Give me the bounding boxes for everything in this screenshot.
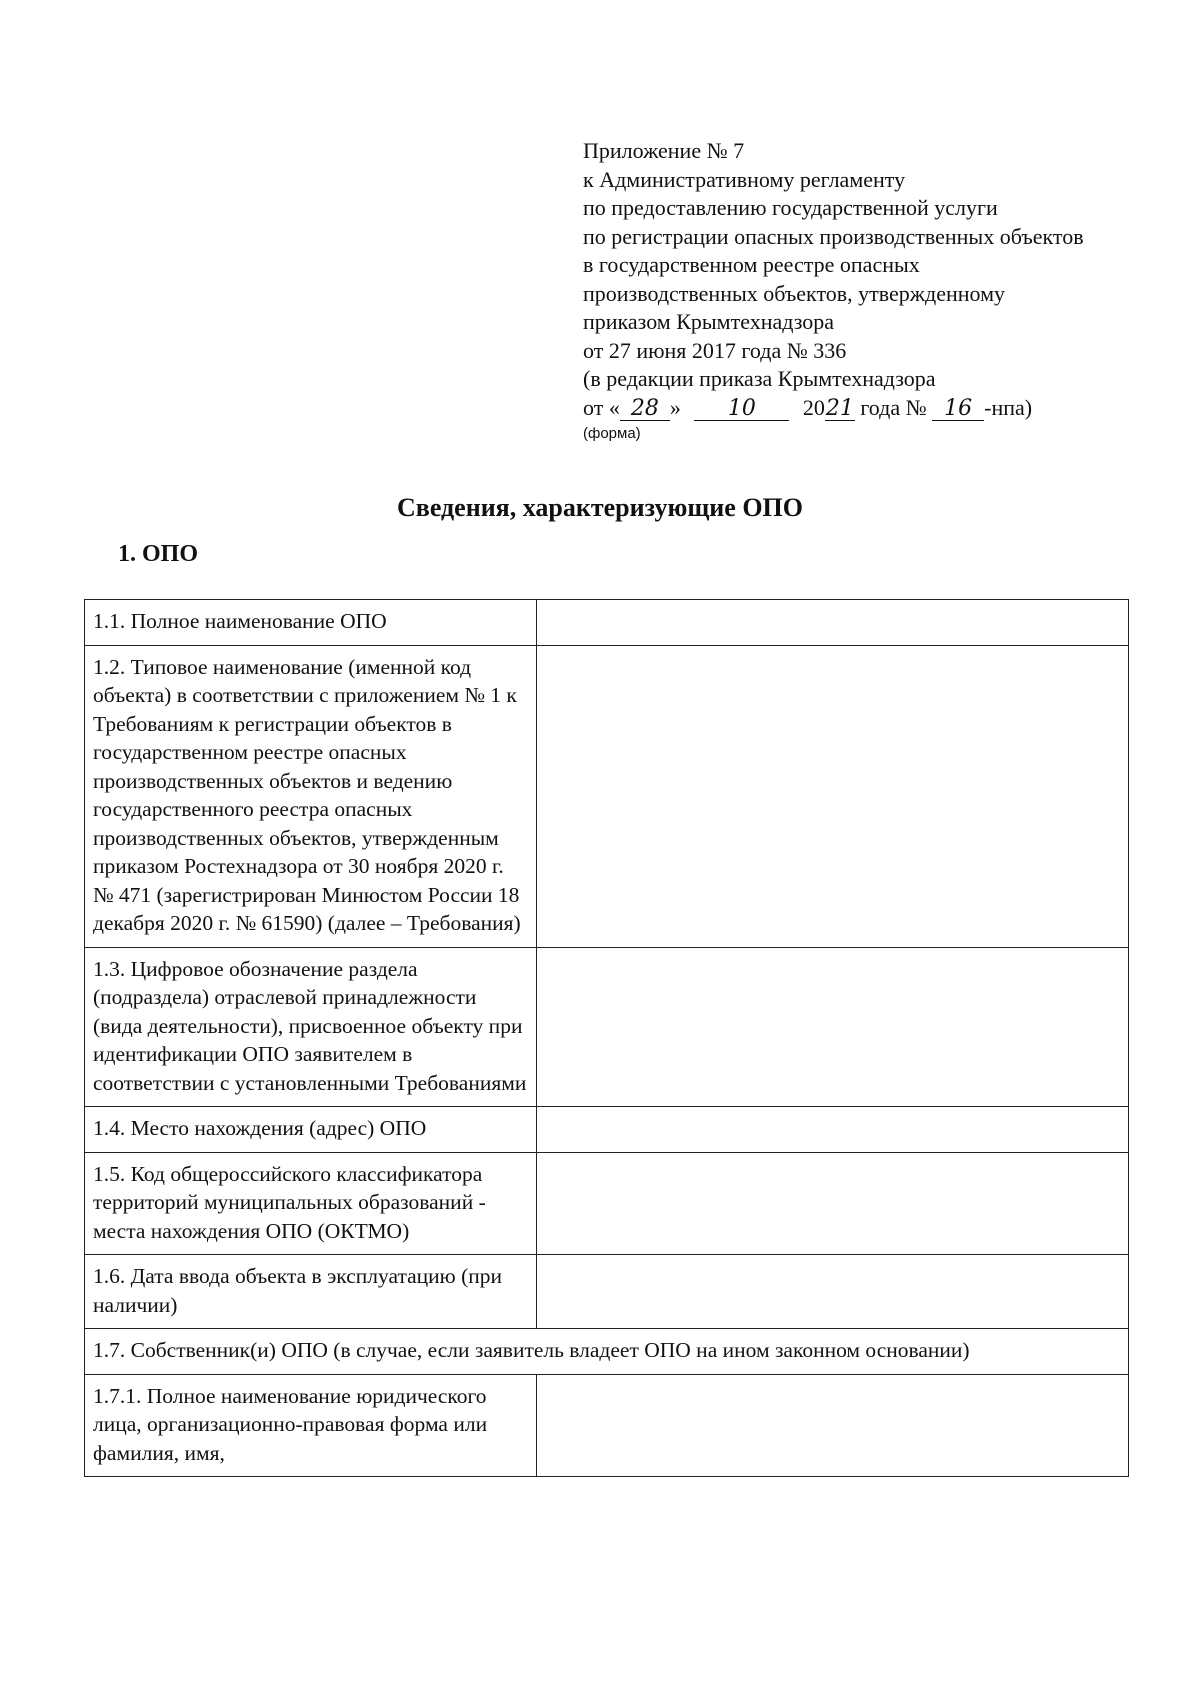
appendix-line: приказом Крымтехнадзора [583, 309, 835, 334]
appendix-line: от 27 июня 2017 года № 336 [583, 337, 847, 363]
row-label: 1.2. Типовое наименование (именной код объекта) в соответствии с приложением № 1 к Требованиям к регистрации объектов в государственном реестре опасных производственных объектов и ведению государственного реестра опасных производственных объектов, утвержденным приказом Ростехнадзора от 30 ноября 2020 г. № 471 (зарегистрирован Минюстом России 18 декабря 2020 г. № 61590) (далее – Требования) [85, 645, 537, 947]
table-row [85, 1374, 1129, 1477]
row-value-field[interactable] [537, 1152, 1129, 1255]
appendix-line: по регистрации опасных производственных объектов [583, 223, 1084, 249]
row-value-field[interactable] [537, 1374, 1129, 1477]
appendix-line: производственных объектов, утвержденному [583, 280, 1006, 306]
row-value-field[interactable] [537, 1255, 1129, 1329]
year-prefix: 20 [802, 394, 825, 420]
row-value-field[interactable] [537, 1107, 1129, 1153]
appendix-header [583, 137, 1143, 444]
number-label: года № [860, 394, 927, 420]
handwritten-day: 28 [620, 398, 670, 421]
row-label: 1.6. Дата ввода объекта в эксплуатацию (при наличии) [85, 1255, 537, 1329]
handwritten-year: 21 [825, 395, 854, 421]
appendix-line: к Административному регламенту [583, 166, 906, 192]
table-row [85, 947, 1129, 1107]
row-label: 1.4. Место нахождения (адрес) ОПО [85, 1107, 537, 1153]
table-row [85, 1255, 1129, 1329]
table-row [85, 1152, 1129, 1255]
section-heading: 1. ОПО [118, 541, 199, 567]
document-title: Сведения, характеризующие ОПО [397, 493, 803, 522]
form-note: (форма) [583, 425, 641, 442]
row-label: 1.5. Код общероссийского классификатора территорий муниципальных образований - места нахождения ОПО (ОКТМО) [85, 1152, 537, 1255]
date-day-close: » [669, 394, 681, 420]
appendix-line: (в редакции приказа Крымтехнадзора [583, 366, 936, 391]
table-row-full-width [85, 1329, 1129, 1375]
row-value-field[interactable] [537, 600, 1129, 646]
appendix-line: по предоставлению государственной услуги [583, 195, 998, 220]
date-suffix: -нпа) [984, 394, 1033, 420]
owner-section-header: 1.7. Собственник(и) ОПО (в случае, если заявитель владеет ОПО на ином законном основании) [85, 1329, 1129, 1375]
handwritten-month: 10 [694, 398, 789, 421]
row-label: 1.7.1. Полное наименование юридического лица, организационно-правовая форма или фамилия, имя, [85, 1374, 537, 1477]
row-label: 1.1. Полное наименование ОПО [85, 600, 537, 646]
appendix-date-line [583, 394, 1143, 423]
row-value-field[interactable] [537, 645, 1129, 947]
row-value-field[interactable] [537, 947, 1129, 1107]
table-row [85, 1107, 1129, 1153]
handwritten-number: 16 [932, 398, 984, 421]
appendix-line: Приложение № 7 [583, 138, 745, 163]
appendix-line: в государственном реестре опасных [583, 252, 920, 277]
table-row [85, 600, 1129, 646]
opo-table [84, 599, 1129, 1477]
row-label: 1.3. Цифровое обозначение раздела (подраздела) отраслевой принадлежности (вида деятельности), присвоенное объекту при идентификации ОПО заявителем в соответствии с установленными Требованиями [85, 947, 537, 1107]
table-row [85, 645, 1129, 947]
date-prefix: от « [583, 394, 620, 420]
